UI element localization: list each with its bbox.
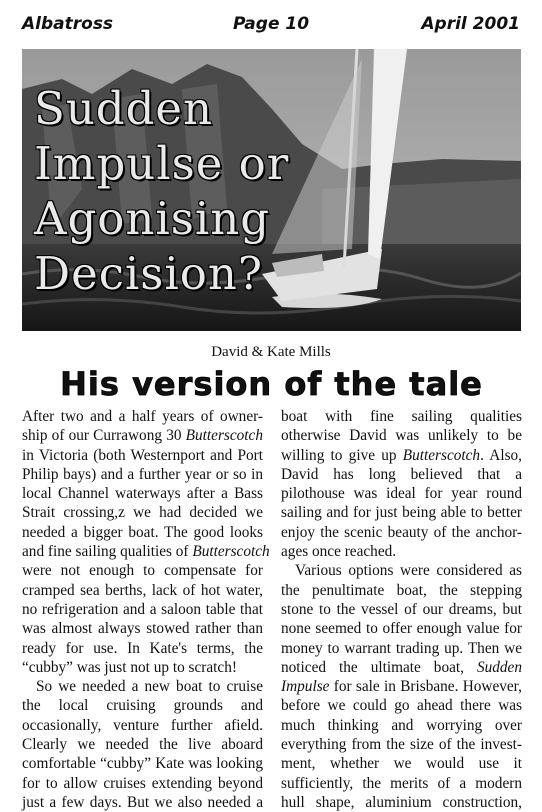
page-number: Page 10 <box>232 14 310 34</box>
text-line: hull shape, aluminium construction, <box>281 793 522 811</box>
text-line: David has long believed that a <box>281 465 522 483</box>
page-header <box>22 14 520 40</box>
text-line: the local cruising grounds and <box>22 697 263 715</box>
text-line: Various options were considered as <box>295 562 522 580</box>
text-line: was almost always stowed rather than <box>22 620 263 638</box>
text-line: otherwise David was unlikely to be <box>281 427 522 445</box>
article-title <box>34 81 289 301</box>
text-line: sufficiently, the merits of a modern <box>281 774 522 792</box>
text-line: no refrigeration and a saloon table that <box>22 600 263 618</box>
text-line: comfortable “cubby” Kate was looking <box>22 755 263 773</box>
text-line: noticed the ultimate boat, Sudden <box>281 658 522 676</box>
text-line: cramped sea berths, lack of hot water, <box>22 581 263 599</box>
text-line: willing to give up Butterscotch. Also, <box>281 446 522 464</box>
text-line: everything from the size of the invest- <box>281 736 522 754</box>
text-line: much thinking and worrying over <box>281 716 522 734</box>
text-line: and fine sailing qualities of Butterscotch <box>22 543 270 561</box>
text-line: for to allow cruises extending beyond <box>22 774 263 792</box>
issue-date: April 2001 <box>421 14 520 34</box>
text-line: enjoy the scenic beauty of the anchor- <box>281 523 522 541</box>
text-line: local Channel waterways after a Bass <box>22 485 263 503</box>
text-line: So we needed a new boat to cruise <box>36 678 263 696</box>
title-line: Sudden <box>34 82 214 135</box>
title-line: Decision? <box>34 247 263 300</box>
text-line: needed a bigger boat. The good looks <box>22 523 263 541</box>
text-line: the penultimate boat, the stepping <box>281 581 522 599</box>
text-line: just a few days. But we also needed a <box>22 793 263 811</box>
text-line: ment, whether we would use it <box>281 755 522 773</box>
text-line: in Victoria (both Westernport and Port <box>22 446 263 464</box>
text-line: were not enough to compensate for <box>22 562 263 580</box>
section-headline: His version of the tale <box>60 365 483 403</box>
text-line: ship of our Currawong 30 Butterscotch <box>22 427 263 445</box>
text-line: pilothouse was ideal for year round <box>281 485 522 503</box>
text-line: occasionally, venture further afield. <box>22 716 263 734</box>
text-line: Impulse for sale in Brisbane. However, <box>281 678 522 696</box>
text-line: Clearly we needed the live aboard <box>22 736 263 754</box>
publication-name: Albatross <box>22 14 114 34</box>
text-line: sailing and for just being able to better <box>281 504 522 522</box>
text-line: none seemed to offer enough value for <box>281 620 522 638</box>
text-line: ages once reached. <box>281 543 397 561</box>
text-line: stone to the vessel of our dreams, but <box>281 600 522 618</box>
article-column-right <box>281 407 522 812</box>
text-line: money to warrant trading up. Then we <box>281 639 522 657</box>
article-column-left <box>22 407 270 812</box>
text-line: before we could go ahead there was <box>281 697 522 715</box>
text-line: ready for use. In Kate's terms, the <box>22 639 263 657</box>
cover-photo <box>22 49 521 331</box>
text-line: After two and a half years of owner- <box>22 408 263 425</box>
text-line: Strait crossing,z we had decided we <box>22 504 263 522</box>
byline: David & Kate Mills <box>211 344 331 360</box>
text-line: Philip bays) and a further year or so in <box>22 465 263 483</box>
text-line: boat with fine sailing qualities <box>281 408 522 425</box>
title-line: Agonising <box>34 192 271 245</box>
title-line: Impulse or <box>34 137 290 190</box>
text-line: “cubby” was just not up to scratch! <box>22 658 237 676</box>
